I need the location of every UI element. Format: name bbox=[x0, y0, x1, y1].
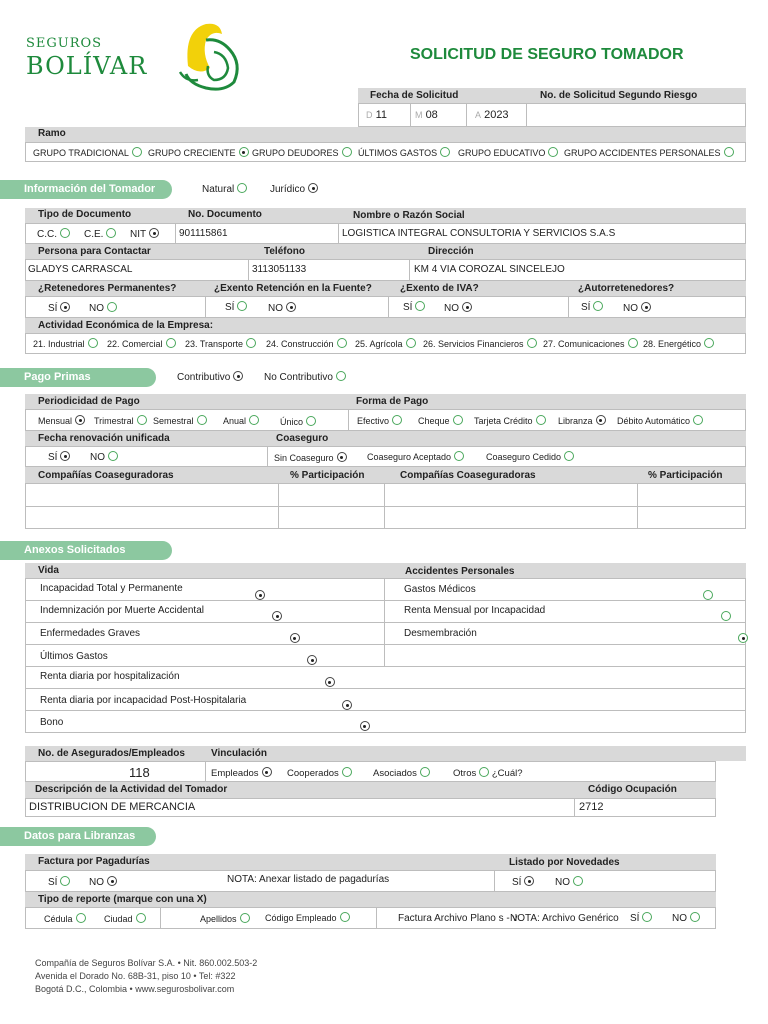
participacion-label-2: % Participación bbox=[648, 470, 723, 481]
anexo-vida-row: Bono bbox=[40, 717, 64, 728]
vida-label: Vida bbox=[38, 565, 59, 576]
ramo-option-accidentes[interactable]: GRUPO ACCIDENTES PERSONALES bbox=[564, 147, 734, 158]
no-doc-value[interactable]: 901115861 bbox=[179, 228, 228, 239]
renov-si[interactable]: SÍ bbox=[48, 451, 70, 463]
anexo-vida-radio[interactable] bbox=[360, 721, 370, 731]
reporte-cedula[interactable]: Cédula bbox=[44, 913, 86, 924]
periodo-mensual[interactable]: Mensual bbox=[38, 415, 85, 426]
ramo-option-creciente[interactable]: GRUPO CRECIENTE bbox=[148, 147, 249, 158]
contributivo-option[interactable]: Contributivo bbox=[177, 371, 243, 383]
footer bbox=[35, 957, 257, 996]
nombre-label: Nombre o Razón Social bbox=[353, 210, 465, 221]
tipo-doc-label: Tipo de Documento bbox=[38, 209, 132, 220]
factura-label: Factura por Pagadurías bbox=[38, 856, 150, 867]
juridico-option[interactable]: Jurídico bbox=[270, 183, 318, 195]
ramo-option-deudores[interactable]: GRUPO DEUDORES bbox=[252, 147, 352, 158]
anexo-vida-radio[interactable] bbox=[290, 633, 300, 643]
periodo-unico[interactable]: Único bbox=[280, 416, 316, 427]
exento-ret-si[interactable]: SÍ bbox=[225, 301, 247, 313]
ramo-option-educativo[interactable]: GRUPO EDUCATIVO bbox=[458, 147, 558, 158]
no-asegurados-label: No. de Asegurados/Empleados bbox=[38, 748, 185, 759]
forma-debito[interactable]: Débito Automático bbox=[617, 415, 703, 426]
actividad-transporte[interactable]: 23. Transporte bbox=[185, 338, 256, 349]
anexo-vida-row: Indemnización por Muerte Accidental bbox=[40, 605, 204, 616]
factura-archivo-label: Factura Archivo Plano s - v bbox=[398, 913, 518, 924]
direccion-label: Dirección bbox=[428, 246, 474, 257]
periodo-anual[interactable]: Anual bbox=[223, 415, 259, 426]
no-contributivo-option[interactable]: No Contributivo bbox=[264, 371, 346, 383]
ce-option[interactable]: C.E. bbox=[84, 228, 116, 240]
radio-icon bbox=[440, 147, 450, 157]
radio-icon bbox=[724, 147, 734, 157]
factura-no[interactable]: NO bbox=[89, 876, 117, 888]
ap-label: Accidentes Personales bbox=[405, 566, 515, 577]
ret-perm-label: ¿Retenedores Permanentes? bbox=[38, 283, 177, 294]
anexo-vida-row: Últimos Gastos bbox=[40, 651, 108, 662]
section-pago: Pago Primas bbox=[0, 368, 156, 387]
actividad-comunicaciones[interactable]: 27. Comunicaciones bbox=[543, 338, 638, 349]
reporte-ciudad[interactable]: Ciudad bbox=[104, 913, 146, 924]
radio-icon bbox=[132, 147, 142, 157]
day-field[interactable]: D 11 bbox=[366, 109, 387, 121]
ramo-header bbox=[25, 127, 746, 142]
radio-icon bbox=[342, 147, 352, 157]
radio-icon bbox=[548, 147, 558, 157]
ret-perm-si[interactable]: SÍ bbox=[48, 302, 70, 314]
factura-si[interactable]: SÍ bbox=[48, 876, 70, 888]
exento-ret-label: ¿Exento Retención en la Fuente? bbox=[214, 283, 372, 294]
nota-generico: NOTA: Archivo Genérico bbox=[510, 913, 619, 924]
exento-iva-si[interactable]: SÍ bbox=[403, 301, 425, 313]
coaseguro-aceptado-option[interactable]: Coaseguro Aceptado bbox=[367, 451, 464, 462]
companias-label-2: Compañías Coaseguradoras bbox=[400, 470, 536, 481]
sin-coaseguro-option[interactable]: Sin Coaseguro bbox=[274, 452, 347, 463]
actividad-comercial[interactable]: 22. Comercial bbox=[107, 338, 176, 349]
brand-main: BOLÍVAR bbox=[26, 52, 148, 80]
anexo-vida-row: Incapacidad Total y Permanente bbox=[40, 583, 183, 594]
natural-option[interactable]: Natural bbox=[202, 183, 247, 195]
brand-mother-child-icon bbox=[176, 20, 248, 94]
desc-value[interactable]: DISTRIBUCION DE MERCANCIA bbox=[29, 801, 196, 813]
anexo-ap-radio[interactable] bbox=[738, 633, 748, 643]
footer-line-2: Avenida el Dorado No. 68B-31, piso 10 • Tel: #322 bbox=[35, 971, 236, 981]
coaseguro-label: Coaseguro bbox=[276, 433, 329, 444]
section-anexos: Anexos Solicitados bbox=[0, 541, 172, 560]
section-tomador: Información del Tomador bbox=[0, 180, 172, 199]
nombre-value[interactable]: LOGISTICA INTEGRAL CONSULTORIA Y SERVICIOS S.A.S bbox=[342, 228, 616, 239]
exento-iva-label: ¿Exento de IVA? bbox=[400, 283, 479, 294]
tipo-reporte-label: Tipo de reporte (marque con una X) bbox=[38, 894, 207, 905]
anexo-vida-radio[interactable] bbox=[255, 590, 265, 600]
contacto-value[interactable]: GLADYS CARRASCAL bbox=[28, 264, 133, 275]
desc-label: Descripción de la Actividad del Tomador bbox=[35, 784, 228, 795]
forma-efectivo[interactable]: Efectivo bbox=[357, 415, 402, 426]
forma-cheque[interactable]: Cheque bbox=[418, 415, 463, 426]
autoret-si[interactable]: SÍ bbox=[581, 301, 603, 313]
anexo-ap-row: Renta Mensual por Incapacidad bbox=[404, 605, 546, 616]
reporte-apellidos[interactable]: Apellidos bbox=[200, 913, 250, 924]
footer-line-3: Bogotá D.C., Colombia • www.segurosbolivar.com bbox=[35, 984, 235, 994]
listado-no[interactable]: NO bbox=[555, 876, 583, 888]
listado-si[interactable]: SÍ bbox=[512, 876, 534, 888]
actividad-servicios-financieros[interactable]: 26. Servicios Financieros bbox=[423, 338, 537, 349]
coaseguro-cedido-option[interactable]: Coaseguro Cedido bbox=[486, 451, 574, 462]
actividad-energetico[interactable]: 28. Energético bbox=[643, 338, 714, 349]
fecha-label: Fecha de Solicitud bbox=[370, 90, 459, 101]
telefono-value[interactable]: 3113051133 bbox=[252, 264, 307, 275]
ramo-label: Ramo bbox=[38, 128, 66, 139]
no-doc-label: No. Documento bbox=[188, 209, 262, 220]
codigo-value[interactable]: 2712 bbox=[579, 801, 604, 813]
codigo-label: Código Ocupación bbox=[588, 784, 677, 795]
year-field[interactable]: A 2023 bbox=[475, 109, 509, 121]
anexo-vida-radio[interactable] bbox=[325, 677, 335, 687]
actividad-agricola[interactable]: 25. Agrícola bbox=[355, 338, 416, 349]
ramo-option-ultimos-gastos[interactable]: ÚLTIMOS GASTOS bbox=[358, 147, 450, 158]
autoret-no[interactable]: NO bbox=[623, 302, 651, 314]
forma-libranza[interactable]: Libranza bbox=[558, 415, 606, 426]
anexo-ap-row: Desmembración bbox=[404, 628, 477, 639]
telefono-label: Teléfono bbox=[264, 246, 305, 257]
actividad-construccion[interactable]: 24. Construcción bbox=[266, 338, 347, 349]
autoret-label: ¿Autorretenedores? bbox=[578, 283, 675, 294]
no-asegurados-value[interactable]: 118 bbox=[129, 765, 150, 780]
segundo-riesgo-label: No. de Solicitud Segundo Riesgo bbox=[540, 90, 698, 101]
footer-line-1: Compañía de Seguros Bolívar S.A. • Nit. 860.002.503-2 bbox=[35, 958, 258, 968]
anexo-ap-row: Gastos Médicos bbox=[404, 584, 476, 595]
otros-option[interactable]: Otros ¿Cuál? bbox=[453, 768, 523, 779]
nota-pagadurias: NOTA: Anexar listado de pagadurías bbox=[227, 874, 390, 885]
companias-label-1: Compañías Coaseguradoras bbox=[38, 470, 174, 481]
periodicidad-label: Periodicidad de Pago bbox=[38, 396, 140, 407]
actividad-label: Actividad Económica de la Empresa: bbox=[38, 320, 214, 331]
brand-top: SEGUROS bbox=[26, 36, 103, 51]
page-title: SOLICITUD DE SEGURO TOMADOR bbox=[410, 46, 684, 63]
periodo-semestral[interactable]: Semestral bbox=[153, 415, 207, 426]
anexo-vida-row: Renta diaria por hospitalización bbox=[40, 671, 180, 682]
anexo-vida-row: Renta diaria por incapacidad Post-Hospitalaria bbox=[40, 695, 247, 706]
radio-checked-icon bbox=[239, 147, 249, 157]
ramo-option-tradicional[interactable]: GRUPO TRADICIONAL bbox=[33, 147, 142, 158]
participacion-label-1: % Participación bbox=[290, 470, 365, 481]
forma-tarjeta[interactable]: Tarjeta Crédito bbox=[474, 415, 546, 426]
ret-perm-no[interactable]: NO bbox=[89, 302, 117, 314]
contacto-label: Persona para Contactar bbox=[38, 246, 151, 257]
cooperados-option[interactable]: Cooperados bbox=[287, 767, 352, 779]
nit-option[interactable]: NIT bbox=[130, 228, 159, 240]
archivo-si[interactable]: SÍ bbox=[630, 912, 652, 924]
renov-no[interactable]: NO bbox=[90, 451, 118, 463]
direccion-value[interactable]: KM 4 VIA COROZAL SINCELEJO bbox=[414, 264, 565, 275]
anexo-ap-radio[interactable] bbox=[721, 611, 731, 621]
actividad-industrial[interactable]: 21. Industrial bbox=[33, 338, 98, 349]
month-field[interactable]: M 08 bbox=[415, 109, 438, 121]
exento-iva-no[interactable]: NO bbox=[444, 302, 472, 314]
listado-label: Listado por Novedades bbox=[509, 857, 620, 868]
periodo-trimestral[interactable]: Trimestral bbox=[94, 415, 147, 426]
brand-logo bbox=[26, 36, 256, 96]
section-libranzas: Datos para Libranzas bbox=[0, 827, 156, 846]
anexo-vida-row: Enfermedades Graves bbox=[40, 628, 141, 639]
exento-ret-no[interactable]: NO bbox=[268, 302, 296, 314]
cc-option[interactable]: C.C. bbox=[37, 228, 70, 240]
archivo-no[interactable]: NO bbox=[672, 912, 700, 924]
reporte-codigo-empleado[interactable]: Código Empleado bbox=[265, 912, 350, 923]
empleados-option[interactable]: Empleados bbox=[211, 767, 272, 779]
renov-label: Fecha renovación unificada bbox=[38, 433, 170, 444]
asociados-option[interactable]: Asociados bbox=[373, 767, 430, 779]
vinculacion-label: Vinculación bbox=[211, 748, 267, 759]
forma-label: Forma de Pago bbox=[356, 396, 429, 407]
